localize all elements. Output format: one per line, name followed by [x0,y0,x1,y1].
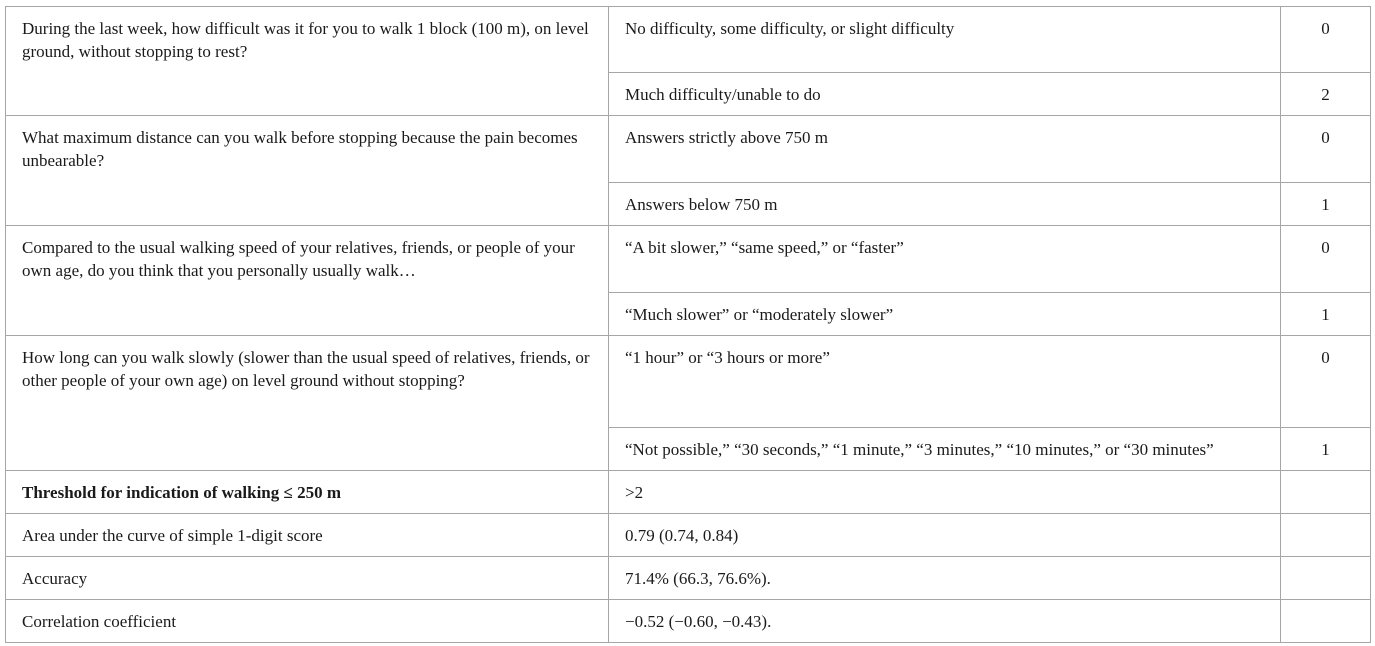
answer-cell: No difficulty, some difficulty, or slight difficulty [609,7,1281,73]
correlation-value: −0.52 (−0.60, −0.43). [609,600,1281,643]
summary-row [6,600,1371,643]
table-row [6,336,1371,428]
score-cell: 0 [1281,116,1371,183]
table-row [6,7,1371,73]
threshold-value: >2 [609,471,1281,514]
answer-cell: Much difficulty/unable to do [609,73,1281,116]
accuracy-label: Accuracy [6,557,609,600]
score-cell: 1 [1281,428,1371,471]
empty-cell [1281,471,1371,514]
empty-cell [1281,600,1371,643]
answer-cell: “1 hour” or “3 hours or more” [609,336,1281,428]
answer-cell: “A bit slower,” “same speed,” or “faster” [609,226,1281,293]
score-cell: 0 [1281,7,1371,73]
answer-cell: “Not possible,” “30 seconds,” “1 minute,” “3 minutes,” “10 minutes,” or “30 minutes” [609,428,1281,471]
table-row [6,226,1371,293]
question-cell: How long can you walk slowly (slower than the usual speed of relatives, friends, or other people of your own age) on level ground without stopping? [6,336,609,471]
summary-row [6,557,1371,600]
score-cell: 0 [1281,336,1371,428]
walking-score-table [5,6,1371,643]
question-cell: During the last week, how difficult was it for you to walk 1 block (100 m), on level ground, without stopping to rest? [6,7,609,116]
table-row [6,116,1371,183]
score-cell: 1 [1281,293,1371,336]
accuracy-value: 71.4% (66.3, 76.6%). [609,557,1281,600]
empty-cell [1281,514,1371,557]
summary-row [6,514,1371,557]
answer-cell: Answers below 750 m [609,183,1281,226]
answer-cell: Answers strictly above 750 m [609,116,1281,183]
summary-row [6,471,1371,514]
answer-cell: “Much slower” or “moderately slower” [609,293,1281,336]
threshold-label: Threshold for indication of walking ≤ 250 m [6,471,609,514]
question-cell: What maximum distance can you walk before stopping because the pain becomes unbearable? [6,116,609,226]
question-cell: Compared to the usual walking speed of your relatives, friends, or people of your own age, do you think that you personally usually walk… [6,226,609,336]
correlation-label: Correlation coefficient [6,600,609,643]
score-cell: 2 [1281,73,1371,116]
empty-cell [1281,557,1371,600]
score-cell: 1 [1281,183,1371,226]
auc-value: 0.79 (0.74, 0.84) [609,514,1281,557]
auc-label: Area under the curve of simple 1-digit score [6,514,609,557]
score-cell: 0 [1281,226,1371,293]
